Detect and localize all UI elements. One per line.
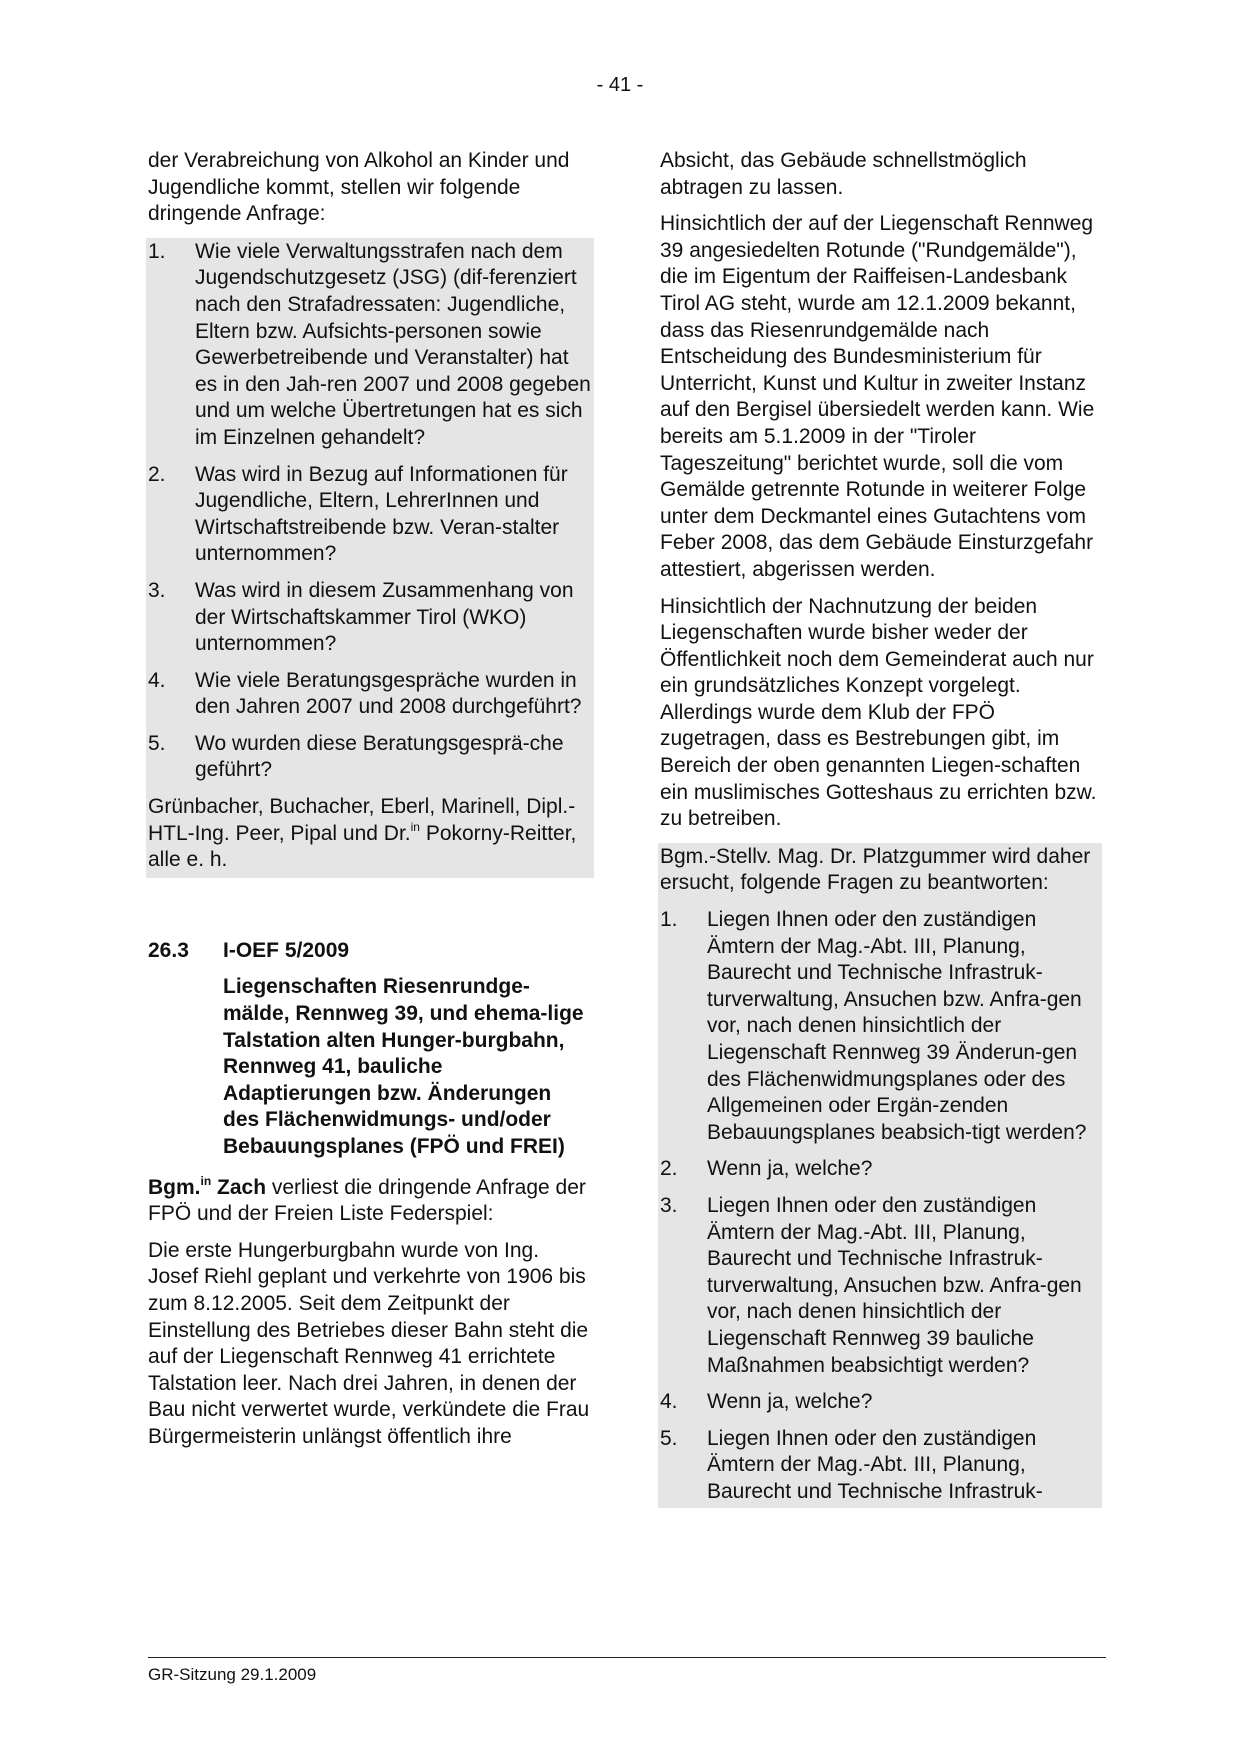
footer-text: GR-Sitzung 29.1.2009 [148,1665,317,1684]
question-number: 5. [660,1426,678,1450]
question-number: 2. [660,1157,678,1181]
question-text: Liegen Ihnen oder den zuständigen Ämtern der Mag.-Abt. III, Planung, Baurecht und Technische Infrastruk-turverwaltung, Ansuchen bzw. Anfra-gen vor, nach denen hinsichtlich der Liegenschaft Rennweg 39 Änderun-gen des Flächenwidmungsplanes oder des Allgemeinen oder Ergän-zenden Bebauungsplanes beabsich-tigt werden? [707,908,1087,1144]
question-text: Was wird in Bezug auf Informationen für Jugendliche, Eltern, LehrerInnen und Wirtschaftstreibende bzw. Veran-stalter unternommen? [195,462,568,566]
question-text: Wenn ja, welche? [707,1157,873,1181]
section-number: 26.3 [148,938,189,962]
paragraph: Hinsichtlich der Nachnutzung der beiden Liegenschaften wurde bisher weder der Öffentlichkeit noch dem Gemeinderat auch nur ein grundsätzliches Konzept vorgelegt. Allerdings wurde dem Klub der FPÖ zugetragen, dass es Bestrebungen gibt, im Bereich der oben genannten Liegen-schaften ein muslimisches Gotteshaus zu errichten bzw. zu betreiben. [660,594,1097,831]
body-paragraph: Die erste Hungerburgbahn wurde von Ing. Josef Riehl geplant und verkehrte von 1906 bis zum 8.12.2005. Seit dem Zeitpunkt der Einstellung des Betriebes dieser Bahn steht die auf der Liegenschaft Rennweg 41 errichtete Talstation leer. Nach drei Jahren, in denen der Bau nicht verwertet wurde, verkündete die Frau Bürgermeisterin unlängst öffentlich ihre [148,1238,590,1448]
section-code: I-OEF 5/2009 [223,938,350,962]
speaker-title: Bgm. [148,1175,201,1199]
left-column [148,148,592,1461]
question-item [148,578,594,658]
paragraph: Hinsichtlich der auf der Liegenschaft Rennweg 39 angesiedelten Rotunde ("Rundgemälde"), die im Eigentum der Raiffeisen-Landesbank Tirol AG steht, wurde am 12.1.2009 bekannt, dass das Riesenrundgemälde nach Entscheidung des Bundesministerium für Unterricht, Kunst und Kultur in zweiter Instanz auf den Bergisel übersiedelt werden kann. Wie bereits am 5.1.2009 in der "Tiroler Tageszeitung" berichtet wurde, soll die vom Gemälde getrennte Rotunde in weiterer Folge unter dem Deckmantel eines Gutachtens vom Feber 2008, das dem Gebäude Einsturzgefahr attestiert, abgerissen werden. [660,212,1095,581]
question-number: 3. [660,1193,678,1217]
question-number: 1. [148,239,166,263]
question-item [148,239,594,452]
paragraph: Absicht, das Gebäude schnellstmöglich abtragen zu lassen. [660,149,1027,199]
question-text: Was wird in diesem Zusammenhang von der Wirtschaftskammer Tirol (WKO) unternommen? [195,578,574,656]
speaker-text: verliest die dringende Anfrage der FPÖ und der Freien Liste Federspiel: [148,1175,586,1226]
section-subject: Liegenschaften Riesenrundge-mälde, Rennweg 39, und ehema-lige Talstation alten Hunger-burgbahn, Rennweg 41, bauliche Adaptierungen bzw. Änderungen des Flächenwidmungs- und/oder Bebauungsplanes (FPÖ und FREI) [223,975,584,1158]
question-number: 4. [148,668,166,692]
question-number: 2. [148,462,166,486]
footer-divider [148,1657,1106,1658]
question-item [660,1426,1102,1506]
inquiry-questions-block [146,238,594,878]
signers [148,794,594,876]
question-number: 1. [660,908,678,932]
question-text: Wenn ja, welche? [707,1390,873,1414]
right-column [660,148,1106,1508]
question-number: 3. [148,578,166,602]
question-item [660,1193,1102,1379]
question-text: Liegen Ihnen oder den zuständigen Ämtern der Mag.-Abt. III, Planung, Baurecht und Technische Infrastruk- [707,1426,1043,1503]
signers-superscript: in [410,819,420,834]
question-item [660,907,1102,1146]
request-questions-block [658,843,1102,1508]
question-item [148,462,594,568]
intro-paragraph: der Verabreichung von Alkohol an Kinder und Jugendliche kommt, stellen wir folgende dringende Anfrage: [148,149,570,226]
question-number: 4. [660,1390,678,1414]
question-number: 5. [148,731,166,755]
speaker-paragraph [148,1175,592,1228]
speaker-superscript: in [200,1173,212,1188]
request-paragraph: Bgm.-Stellv. Mag. Dr. Platzgummer wird daher ersucht, folgende Fragen zu beantworten: [660,844,1091,895]
question-text: Wo wurden diese Beratungsgesprä-che geführt? [195,731,564,782]
question-item [148,731,594,784]
page-number: - 41 - [596,74,644,96]
signers-names-end: Pokorny-Reitter, alle e. h. [148,821,577,872]
question-text: Wie viele Beratungsgespräche wurden in den Jahren 2007 und 2008 durchgeführt? [195,668,582,719]
question-text: Liegen Ihnen oder den zuständigen Ämtern der Mag.-Abt. III, Planung, Baurecht und Technische Infrastruk-turverwaltung, Ansuchen bzw. Anfra-gen vor, nach denen hinsichtlich der Liegenschaft Rennweg 39 bauliche Maßnahmen beabsichtigt werden? [707,1193,1082,1377]
speaker-name: Zach [211,1175,267,1199]
question-item [660,1389,1102,1416]
section-heading [148,938,592,965]
question-item [148,668,594,721]
question-item [660,1156,1102,1183]
question-text: Wie viele Verwaltungsstrafen nach dem Jugendschutzgesetz (JSG) (dif-ferenziert nach den Strafadressaten: Jugendliche, Eltern bzw. Aufsichts-personen sowie Gewerbetreibende und Veranstalter) hat es in den Jah-ren 2007 und 2008 gegeben und um welche Übertretungen hat es sich im Einzelnen gehandelt? [195,239,591,449]
signers-names: Grünbacher, Buchacher, Eberl, Marinell, Dipl.-HTL-Ing. Peer, Pipal und Dr. [148,795,576,845]
